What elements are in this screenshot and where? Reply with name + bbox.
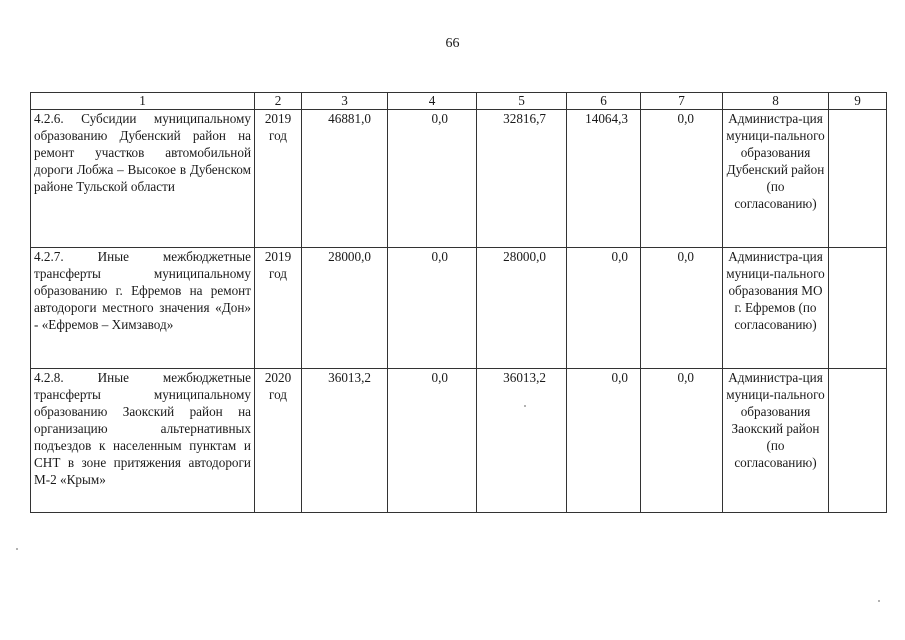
activity-description: 4.2.8. Иные межбюджетные трансферты муниципальному образованию Заокский район на организацию альтернативных подъездов к населенным пунктам и СНТ в зоне притяжения автодороги М-2 «Крым» (31, 369, 255, 513)
regional-amount: 36013,2 (477, 369, 567, 513)
header-cell-3: 3 (302, 93, 388, 110)
regional-amount: 32816,7 (477, 110, 567, 248)
note-cell (829, 110, 887, 248)
activity-year: 2019 год (255, 248, 302, 369)
scan-speck (16, 548, 18, 550)
other-amount: 0,0 (641, 248, 723, 369)
page-number: 66 (445, 36, 460, 51)
header-cell-1: 1 (31, 93, 255, 110)
header-cell-8: 8 (723, 93, 829, 110)
header-row (31, 93, 887, 110)
note-cell (829, 248, 887, 369)
total-amount: 28000,0 (302, 248, 388, 369)
activity-year: 2020 год (255, 369, 302, 513)
executor: Администра-ция муници-пального образования Заокский район (по согласованию) (723, 369, 829, 513)
federal-amount: 0,0 (388, 248, 477, 369)
header-cell-2: 2 (255, 93, 302, 110)
regional-amount: 28000,0 (477, 248, 567, 369)
activity-description: 4.2.6. Субсидии муниципальному образованию Дубенский район на ремонт участков автомобильной дороги Лобжа – Высокое в Дубенском районе Тульской области (31, 110, 255, 248)
total-amount: 36013,2 (302, 369, 388, 513)
header-cell-7: 7 (641, 93, 723, 110)
scan-speck (878, 600, 880, 602)
scan-speck (524, 405, 526, 407)
local-amount: 0,0 (567, 369, 641, 513)
header-cell-9: 9 (829, 93, 887, 110)
other-amount: 0,0 (641, 369, 723, 513)
local-amount: 0,0 (567, 248, 641, 369)
executor: Администра-ция муници-пального образования МО г. Ефремов (по согласованию) (723, 248, 829, 369)
federal-amount: 0,0 (388, 110, 477, 248)
table-row (31, 369, 887, 513)
activity-year: 2019 год (255, 110, 302, 248)
total-amount: 46881,0 (302, 110, 388, 248)
activity-description: 4.2.7. Иные межбюджетные трансферты муниципальному образованию г. Ефремов на ремонт автодороги местного значения «Дон» - «Ефремов – Химзавод» (31, 248, 255, 369)
budget-table (30, 92, 887, 513)
local-amount: 14064,3 (567, 110, 641, 248)
table-row (31, 248, 887, 369)
header-cell-5: 5 (477, 93, 567, 110)
federal-amount: 0,0 (388, 369, 477, 513)
header-cell-6: 6 (567, 93, 641, 110)
table-row (31, 110, 887, 248)
executor: Администра-ция муници-пального образования Дубенский район (по согласованию) (723, 110, 829, 248)
header-cell-4: 4 (388, 93, 477, 110)
note-cell (829, 369, 887, 513)
other-amount: 0,0 (641, 110, 723, 248)
